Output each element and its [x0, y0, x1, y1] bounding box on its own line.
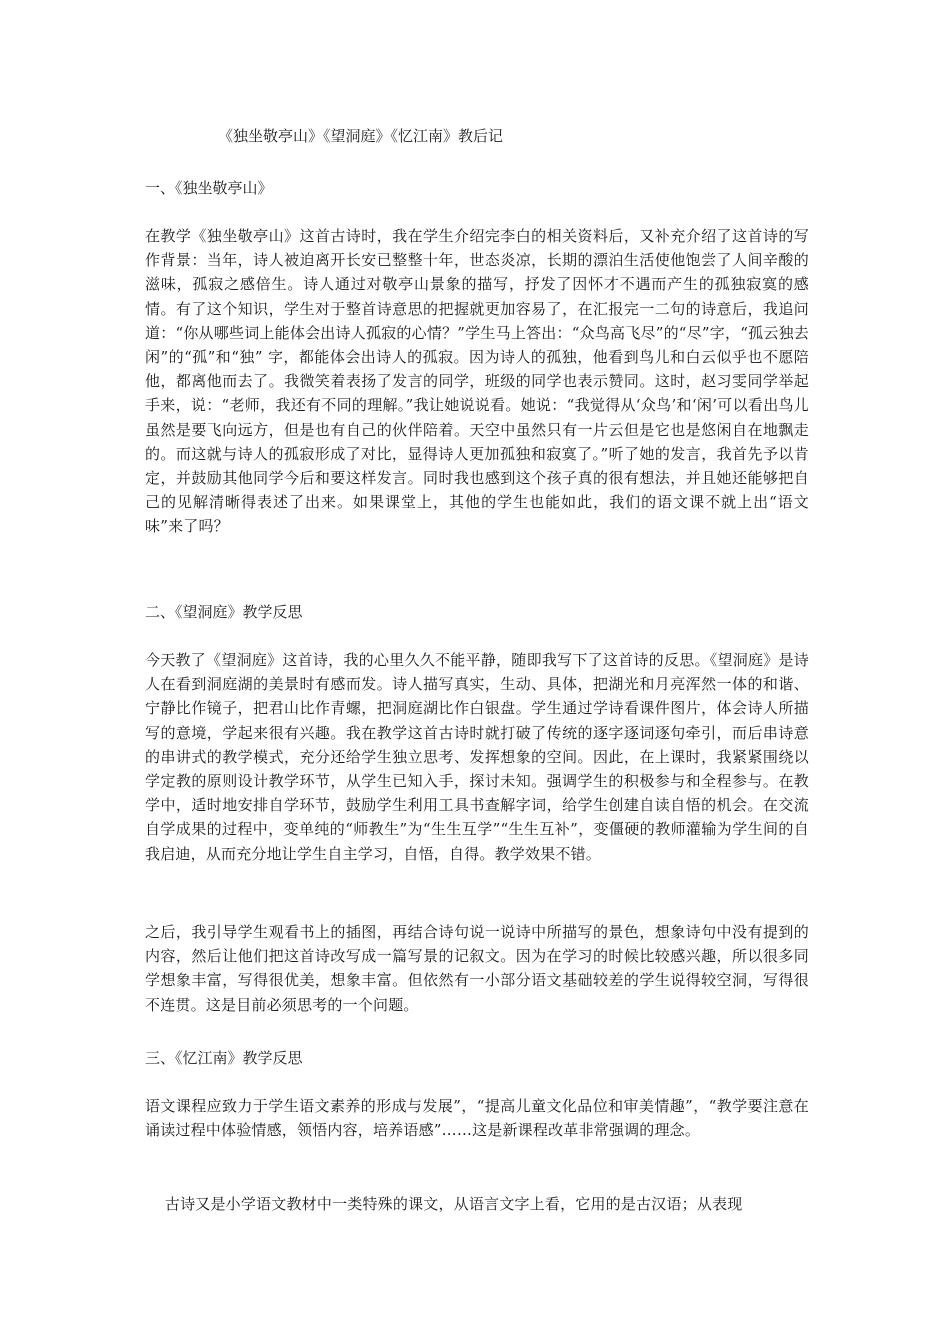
document-title: 《独坐敬亭山》《望洞庭》《忆江南》教后记	[218, 127, 504, 145]
section-2-paragraph-1: 今天教了《望洞庭》这首诗，我的心里久久不能平静，随即我写下了这首诗的反思。《望洞庭》是诗人在看到洞庭湖的美景时有感而发。诗人描写真实，生动、具体，把湖光和月亮浑然一体的和谐、宁静比作镜子，把君山比作青螺，把洞庭湖比作白银盘。学生通过学诗看课件图片，体会诗人所描写的意境，学起来很有兴趣。我在教学这首古诗时就打破了传统的逐字逐词逐句牵引，而后串诗意的串讲式的教学模式，充分还给学生独立思考、发挥想象的空间。因此，在上课时，我紧紧围绕以学定教的原则设计教学环节，从学生已知入手，探讨未知。强调学生的积极参与和全程参与。在教学中，适时地安排自学环节，鼓励学生利用工具书查解字词，给学生创建自读自悟的机会。在交流自学成果的过程中，变单纯的“师教生”为“生生互学”“生生互补”，变僵硬的教师灌输为学生间的自我启迪，从而充分地让学生自主学习，自悟，自得。教学效果不错。	[145, 651, 809, 863]
section-heading-2: 二、《望洞庭》教学反思	[145, 603, 303, 621]
section-3-paragraph-2: 古诗又是小学语文教材中一类特殊的课文，从语言文字上看，它用的是古汉语；从表现	[145, 1195, 743, 1213]
section-heading-3: 三、《忆江南》教学反思	[145, 1049, 303, 1067]
section-3-paragraph-1: 语文课程应致力于学生语文素养的形成与发展”，“提高儿童文化品位和审美情趣”，“教学要注意在诵读过程中体验情感，领悟内容，培养语感”……这是新课程改革非常强调的理念。	[145, 1097, 809, 1140]
section-1-paragraph-1: 在教学《独坐敬亭山》这首古诗时，我在学生介绍完李白的相关资料后，又补充介绍了这首诗的写作背景：当年，诗人被迫离开长安已整整十年，世态炎凉，长期的漂泊生活使他饱尝了人间辛酸的滋味，孤寂之感倍生。诗人通过对敬亭山景象的描写，抒发了因怀才不遇而产生的孤独寂寞的感情。有了这个知识，学生对于整首诗意思的把握就更加容易了，在汇报完一二句的诗意后，我追问道：“你从哪些词上能体会出诗人孤寂的心情？”学生马上答出：“众鸟高飞尽”的“尽”字，“孤云独去闲”的“孤”和“独” 字，都能体会出诗人的孤寂。因为诗人的孤独，他看到鸟儿和白云似乎也不愿陪他，都离他而去了。我微笑着表扬了发言的同学，班级的同学也表示赞同。这时，赵习雯同学举起手来，说：“老师，我还有不同的理解。”我让她说说看。她说：“我觉得从‘众鸟’和‘闲’可以看出鸟儿虽然是要飞向远方，但是也有自己的伙伴陪着。天空中虽然只有一片云但是它也是悠闲自在地飘走的。而这就与诗人的孤寂形成了对比，显得诗人更加孤独和寂寞了。”听了她的发言，我首先予以肯定，并鼓励其他同学今后和要这样发言。同时我也感到这个孩子真的很有想法，并且她还能够把自己的见解清晰得表述了出来。如果课堂上，其他的学生也能如此，我们的语文课不就上出“语文味”来了吗？	[145, 227, 809, 536]
section-2-paragraph-2: 之后，我引导学生观看书上的插图，再结合诗句说一说诗中所描写的景色，想象诗句中没有提到的内容，然后让他们把这首诗改写成一篇写景的记叙文。因为在学习的时候比较感兴趣，所以很多同学想象丰富，写得很优美，想象丰富。但依然有一小部分语文基础较差的学生说得较空洞，写得很不连贯。这是目前必须思考的一个问题。	[145, 923, 809, 1014]
section-heading-1: 一、《独坐敬亭山》	[145, 179, 273, 197]
